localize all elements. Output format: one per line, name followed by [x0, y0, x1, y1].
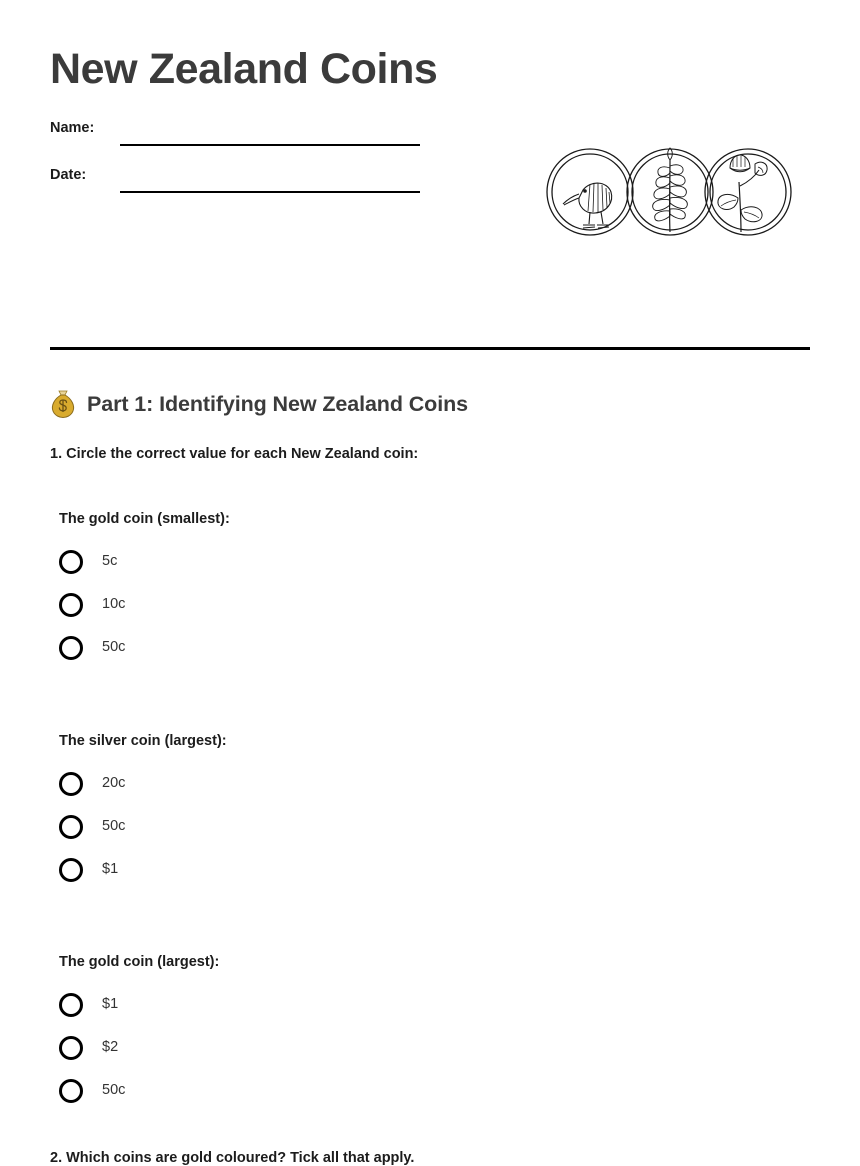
- option-label: $1: [102, 996, 119, 1013]
- option-row[interactable]: [59, 634, 230, 662]
- question-2-prompt: 2. Which coins are gold coloured? Tick all that apply.: [50, 1150, 415, 1166]
- option-row[interactable]: [59, 591, 230, 619]
- money-bag-icon: [50, 390, 76, 418]
- radio-circle-icon[interactable]: [59, 858, 83, 882]
- radio-circle-icon[interactable]: [59, 593, 83, 617]
- section-title: Part 1: Identifying New Zealand Coins: [87, 391, 468, 416]
- radio-circle-icon[interactable]: [59, 993, 83, 1017]
- radio-circle-icon[interactable]: [59, 550, 83, 574]
- coin-flower-icon: [705, 149, 791, 235]
- name-field-label: Name:: [50, 120, 95, 136]
- coin-question-group-2: [59, 734, 227, 884]
- option-row[interactable]: [59, 548, 230, 576]
- coin-question-group-3: [59, 955, 219, 1105]
- coin-group-label: The gold coin (smallest):: [59, 511, 230, 527]
- name-write-on-line[interactable]: [120, 144, 420, 146]
- section-divider: [50, 347, 810, 350]
- coin-group-label: The gold coin (largest):: [59, 954, 220, 970]
- option-label: $1: [102, 861, 119, 878]
- coin-fern-icon: [627, 148, 713, 235]
- option-row[interactable]: [59, 1077, 219, 1105]
- radio-circle-icon[interactable]: [59, 1036, 83, 1060]
- question-1-prompt: 1. Circle the correct value for each New Zealand coin:: [50, 446, 419, 462]
- date-write-on-line[interactable]: [120, 191, 420, 193]
- option-label: 50c: [102, 1082, 126, 1099]
- option-label: $2: [102, 1039, 119, 1056]
- radio-circle-icon[interactable]: [59, 1079, 83, 1103]
- option-row[interactable]: [59, 991, 219, 1019]
- page-title: New Zealand Coins: [50, 45, 438, 93]
- option-label: 20c: [102, 775, 126, 792]
- option-row[interactable]: [59, 770, 227, 798]
- date-field-label: Date:: [50, 167, 87, 183]
- option-label: 5c: [102, 553, 118, 570]
- coin-kiwi-icon: [547, 149, 633, 235]
- radio-circle-icon[interactable]: [59, 815, 83, 839]
- option-label: 50c: [102, 639, 126, 656]
- option-row[interactable]: [59, 813, 227, 841]
- section-header: [50, 388, 468, 420]
- three-nz-coins-illustration: [545, 140, 795, 245]
- radio-circle-icon[interactable]: [59, 772, 83, 796]
- option-row[interactable]: [59, 856, 227, 884]
- radio-circle-icon[interactable]: [59, 636, 83, 660]
- coin-group-label: The silver coin (largest):: [59, 733, 227, 749]
- option-row[interactable]: [59, 1034, 219, 1062]
- coin-question-group-1: [59, 512, 230, 662]
- option-label: 50c: [102, 818, 126, 835]
- option-label: 10c: [102, 596, 126, 613]
